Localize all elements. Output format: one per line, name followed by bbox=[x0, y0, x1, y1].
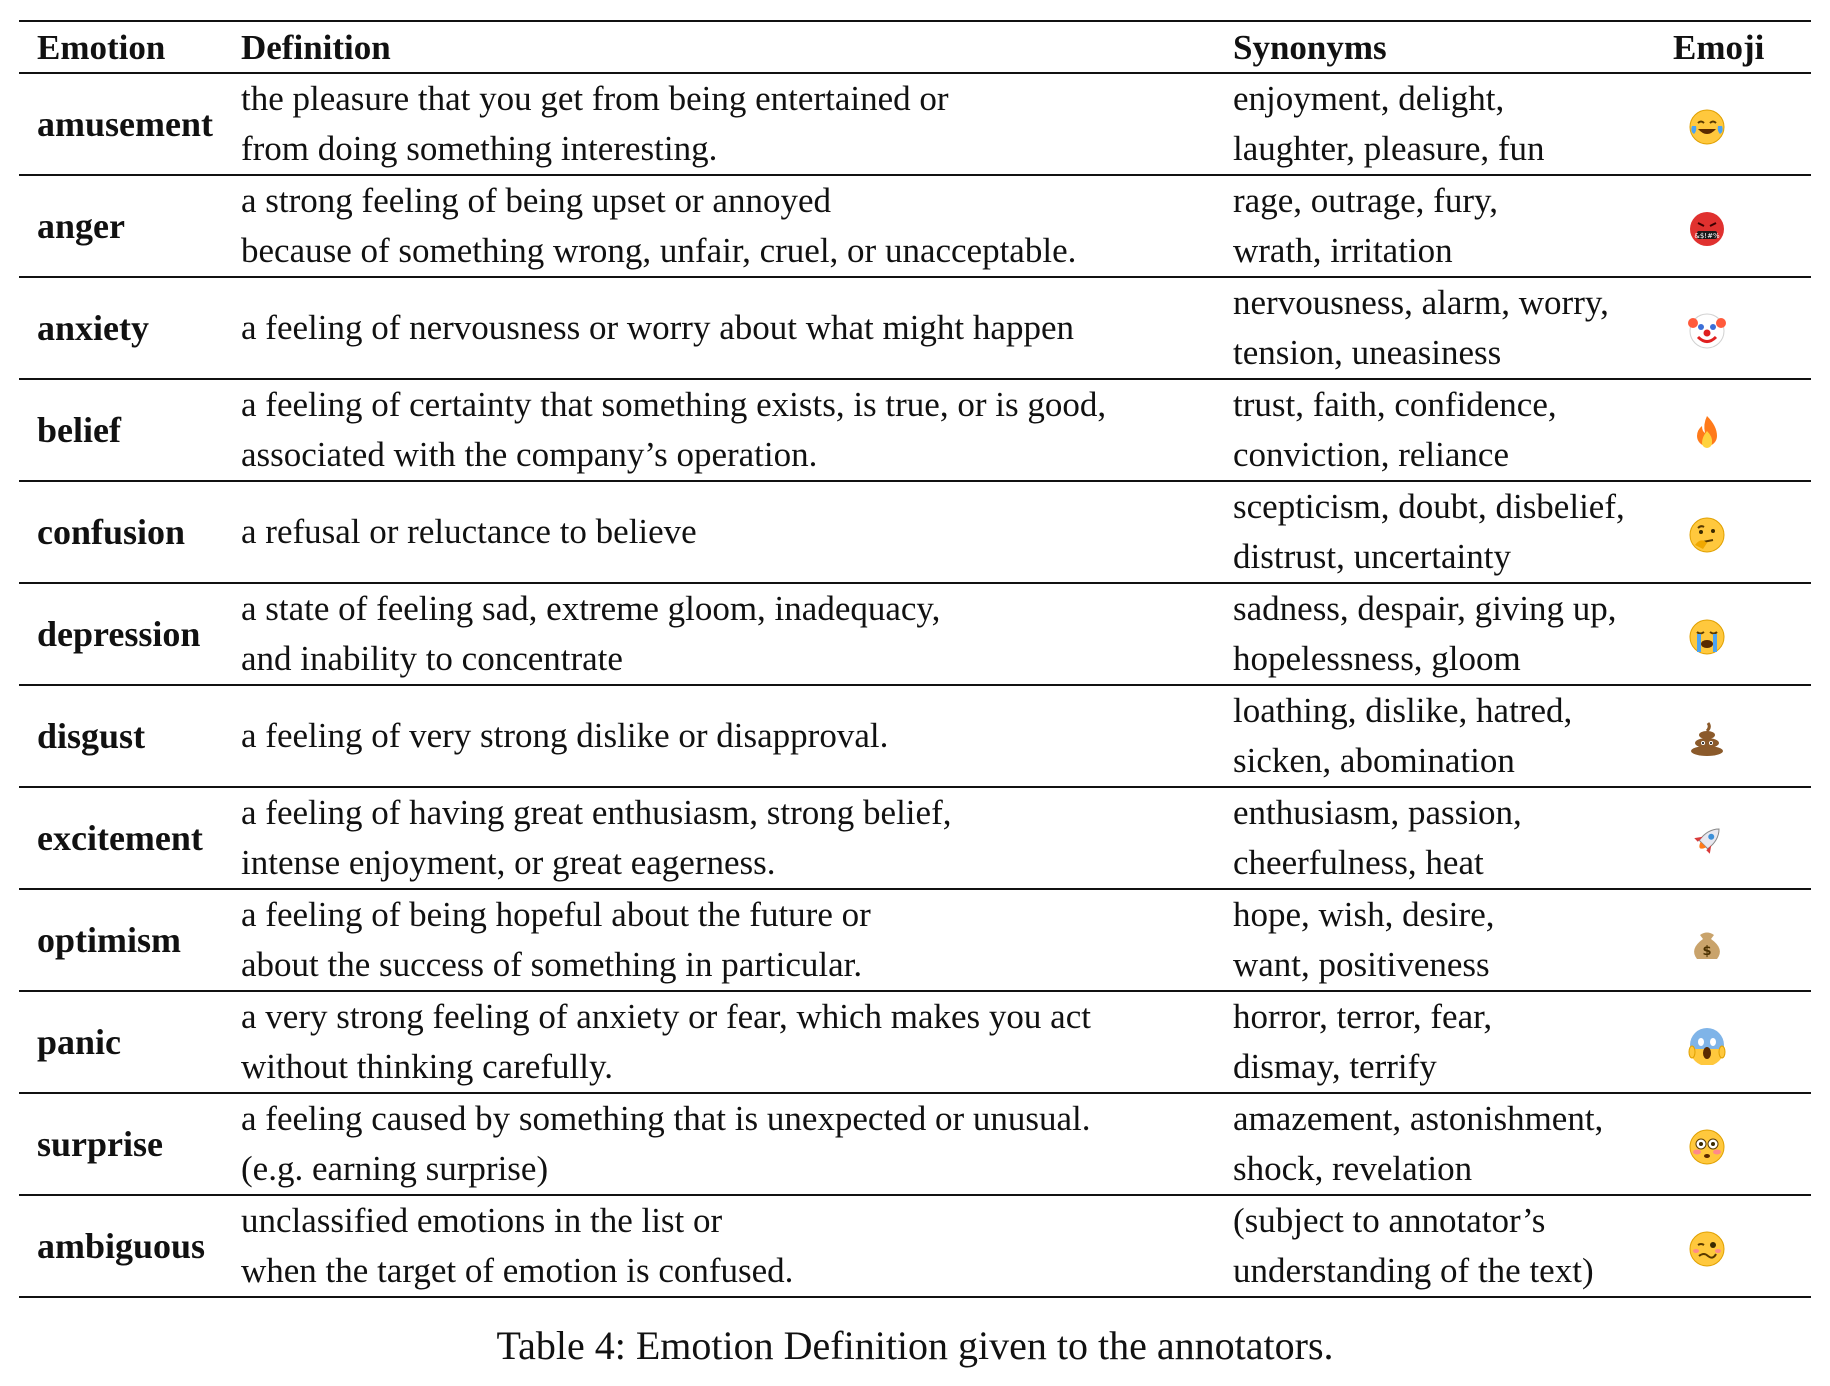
emotion-cell: ambiguous bbox=[37, 1226, 206, 1266]
definition-line: without thinking carefully. bbox=[241, 1047, 613, 1086]
emotion-definition-table bbox=[19, 20, 1811, 1298]
definition-line: a very strong feeling of anxiety or fear, which makes you act bbox=[241, 997, 1091, 1036]
definition-cell bbox=[241, 685, 1213, 787]
synonyms-line: (subject to annotator’s bbox=[1233, 1201, 1546, 1240]
synonyms-line: hope, wish, desire, bbox=[1233, 895, 1495, 934]
face-with-symbols-on-mouth-icon bbox=[1687, 209, 1727, 249]
header-synonyms: Synonyms bbox=[1233, 27, 1387, 67]
emoji-cell bbox=[1673, 175, 1811, 277]
emotion-cell: disgust bbox=[37, 716, 146, 756]
face-with-tears-of-joy-icon bbox=[1687, 107, 1727, 147]
table-header bbox=[19, 21, 1811, 73]
synonyms-line: amazement, astonishment, bbox=[1233, 1099, 1604, 1138]
table-row bbox=[19, 583, 1811, 685]
svg-text:$: $ bbox=[1702, 943, 1712, 959]
synonyms-line: horror, terror, fear, bbox=[1233, 997, 1493, 1036]
clown-face-icon bbox=[1687, 311, 1727, 351]
definition-cell bbox=[241, 481, 1213, 583]
definition-line: from doing something interesting. bbox=[241, 129, 718, 168]
emotion-cell: optimism bbox=[37, 920, 181, 960]
table-row bbox=[19, 73, 1811, 175]
definition-line: a state of feeling sad, extreme gloom, inadequacy, bbox=[241, 589, 941, 628]
emoji-cell bbox=[1673, 685, 1811, 787]
emoji-cell bbox=[1673, 787, 1811, 889]
header-row bbox=[19, 21, 1811, 73]
emoji-cell bbox=[1673, 481, 1811, 583]
synonyms-line: loathing, dislike, hatred, bbox=[1233, 691, 1573, 730]
emotion-cell: belief bbox=[37, 410, 121, 450]
definition-line: a feeling of very strong dislike or disapproval. bbox=[241, 716, 889, 755]
synonyms-cell bbox=[1213, 685, 1673, 787]
loudly-crying-face-icon bbox=[1687, 617, 1727, 657]
emotion-cell: anger bbox=[37, 206, 125, 246]
table-row bbox=[19, 175, 1811, 277]
emotion-cell: depression bbox=[37, 614, 201, 654]
fire-icon bbox=[1687, 413, 1727, 453]
synonyms-line: cheerfulness, heat bbox=[1233, 843, 1484, 882]
definition-cell bbox=[241, 991, 1213, 1093]
table-body bbox=[19, 73, 1811, 1297]
emoji-cell bbox=[1673, 991, 1811, 1093]
definition-cell bbox=[241, 175, 1213, 277]
synonyms-line: shock, revelation bbox=[1233, 1149, 1473, 1188]
definition-line: and inability to concentrate bbox=[241, 639, 623, 678]
emoji-cell bbox=[1673, 73, 1811, 175]
emotion-cell: confusion bbox=[37, 512, 186, 552]
table-row bbox=[19, 787, 1811, 889]
emoji-cell bbox=[1673, 1093, 1811, 1195]
table-row bbox=[19, 685, 1811, 787]
definition-cell bbox=[241, 889, 1213, 991]
synonyms-line: scepticism, doubt, disbelief, bbox=[1233, 487, 1625, 526]
emotion-cell: surprise bbox=[37, 1124, 163, 1164]
face-screaming-in-fear-icon bbox=[1687, 1025, 1727, 1065]
header-definition: Definition bbox=[241, 27, 391, 67]
emotion-cell: panic bbox=[37, 1022, 122, 1062]
synonyms-cell bbox=[1213, 73, 1673, 175]
synonyms-line: sadness, despair, giving up, bbox=[1233, 589, 1617, 628]
definition-cell bbox=[241, 277, 1213, 379]
definition-line: a feeling caused by something that is unexpected or unusual. bbox=[241, 1099, 1091, 1138]
table-row bbox=[19, 481, 1811, 583]
synonyms-line: enjoyment, delight, bbox=[1233, 79, 1505, 118]
synonyms-line: tension, uneasiness bbox=[1233, 333, 1502, 372]
definition-line: associated with the company’s operation. bbox=[241, 435, 818, 474]
synonyms-cell bbox=[1213, 481, 1673, 583]
synonyms-cell bbox=[1213, 379, 1673, 481]
rocket-icon bbox=[1687, 821, 1727, 861]
definition-line: a feeling of nervousness or worry about what might happen bbox=[241, 308, 1074, 347]
definition-line: a feeling of certainty that something exists, is true, or is good, bbox=[241, 385, 1107, 424]
definition-line: about the success of something in particular. bbox=[241, 945, 863, 984]
synonyms-line: wrath, irritation bbox=[1233, 231, 1453, 270]
emoji-cell bbox=[1673, 277, 1811, 379]
definition-cell bbox=[241, 1195, 1213, 1297]
woozy-face-icon bbox=[1687, 1229, 1727, 1269]
table-row bbox=[19, 991, 1811, 1093]
synonyms-cell bbox=[1213, 277, 1673, 379]
definition-cell bbox=[241, 73, 1213, 175]
emoji-cell bbox=[1673, 379, 1811, 481]
definition-cell bbox=[241, 379, 1213, 481]
pile-of-poo-icon bbox=[1687, 719, 1727, 759]
synonyms-line: hopelessness, gloom bbox=[1233, 639, 1521, 678]
header-emoji: Emoji bbox=[1673, 27, 1765, 67]
emoji-cell bbox=[1673, 1195, 1811, 1297]
definition-cell bbox=[241, 1093, 1213, 1195]
synonyms-cell bbox=[1213, 175, 1673, 277]
definition-line: unclassified emotions in the list or bbox=[241, 1201, 723, 1240]
definition-line: the pleasure that you get from being entertained or bbox=[241, 79, 949, 118]
definition-line: a refusal or reluctance to believe bbox=[241, 512, 697, 551]
synonyms-line: enthusiasm, passion, bbox=[1233, 793, 1522, 832]
emotion-cell: anxiety bbox=[37, 308, 149, 348]
header-emotion: Emotion bbox=[37, 27, 166, 67]
table-caption: Table 4: Emotion Definition given to the annotators. bbox=[496, 1323, 1334, 1368]
synonyms-line: trust, faith, confidence, bbox=[1233, 385, 1557, 424]
table-row bbox=[19, 1195, 1811, 1297]
synonyms-line: understanding of the text) bbox=[1233, 1251, 1594, 1290]
synonyms-cell bbox=[1213, 1195, 1673, 1297]
synonyms-cell bbox=[1213, 583, 1673, 685]
definition-line: (e.g. earning surprise) bbox=[241, 1149, 549, 1188]
svg-text:&$!#%: &$!#% bbox=[1694, 231, 1720, 240]
emoji-cell bbox=[1673, 583, 1811, 685]
synonyms-cell bbox=[1213, 991, 1673, 1093]
flushed-face-icon bbox=[1687, 1127, 1727, 1167]
thinking-face-icon bbox=[1687, 515, 1727, 555]
definition-line: when the target of emotion is confused. bbox=[241, 1251, 794, 1290]
definition-cell bbox=[241, 787, 1213, 889]
synonyms-cell bbox=[1213, 1093, 1673, 1195]
synonyms-line: distrust, uncertainty bbox=[1233, 537, 1512, 576]
synonyms-line: rage, outrage, fury, bbox=[1233, 181, 1498, 220]
emotion-table-container bbox=[19, 20, 1811, 1298]
definition-line: a feeling of being hopeful about the future or bbox=[241, 895, 871, 934]
synonyms-cell bbox=[1213, 889, 1673, 991]
synonyms-line: want, positiveness bbox=[1233, 945, 1490, 984]
definition-line: intense enjoyment, or great eagerness. bbox=[241, 843, 776, 882]
synonyms-cell bbox=[1213, 787, 1673, 889]
emotion-cell: amusement bbox=[37, 104, 213, 144]
definition-line: a feeling of having great enthusiasm, strong belief, bbox=[241, 793, 952, 832]
table-row bbox=[19, 889, 1811, 991]
emoji-cell bbox=[1673, 889, 1811, 991]
table-row bbox=[19, 1093, 1811, 1195]
synonyms-line: dismay, terrify bbox=[1233, 1047, 1437, 1086]
definition-line: a strong feeling of being upset or annoyed bbox=[241, 181, 831, 220]
money-bag-icon bbox=[1687, 923, 1727, 963]
synonyms-line: conviction, reliance bbox=[1233, 435, 1509, 474]
table-row bbox=[19, 379, 1811, 481]
synonyms-line: nervousness, alarm, worry, bbox=[1233, 283, 1609, 322]
emotion-cell: excitement bbox=[37, 818, 203, 858]
definition-line: because of something wrong, unfair, cruel, or unacceptable. bbox=[241, 231, 1077, 270]
synonyms-line: sicken, abomination bbox=[1233, 741, 1515, 780]
definition-cell bbox=[241, 583, 1213, 685]
table-row bbox=[19, 277, 1811, 379]
synonyms-line: laughter, pleasure, fun bbox=[1233, 129, 1545, 168]
